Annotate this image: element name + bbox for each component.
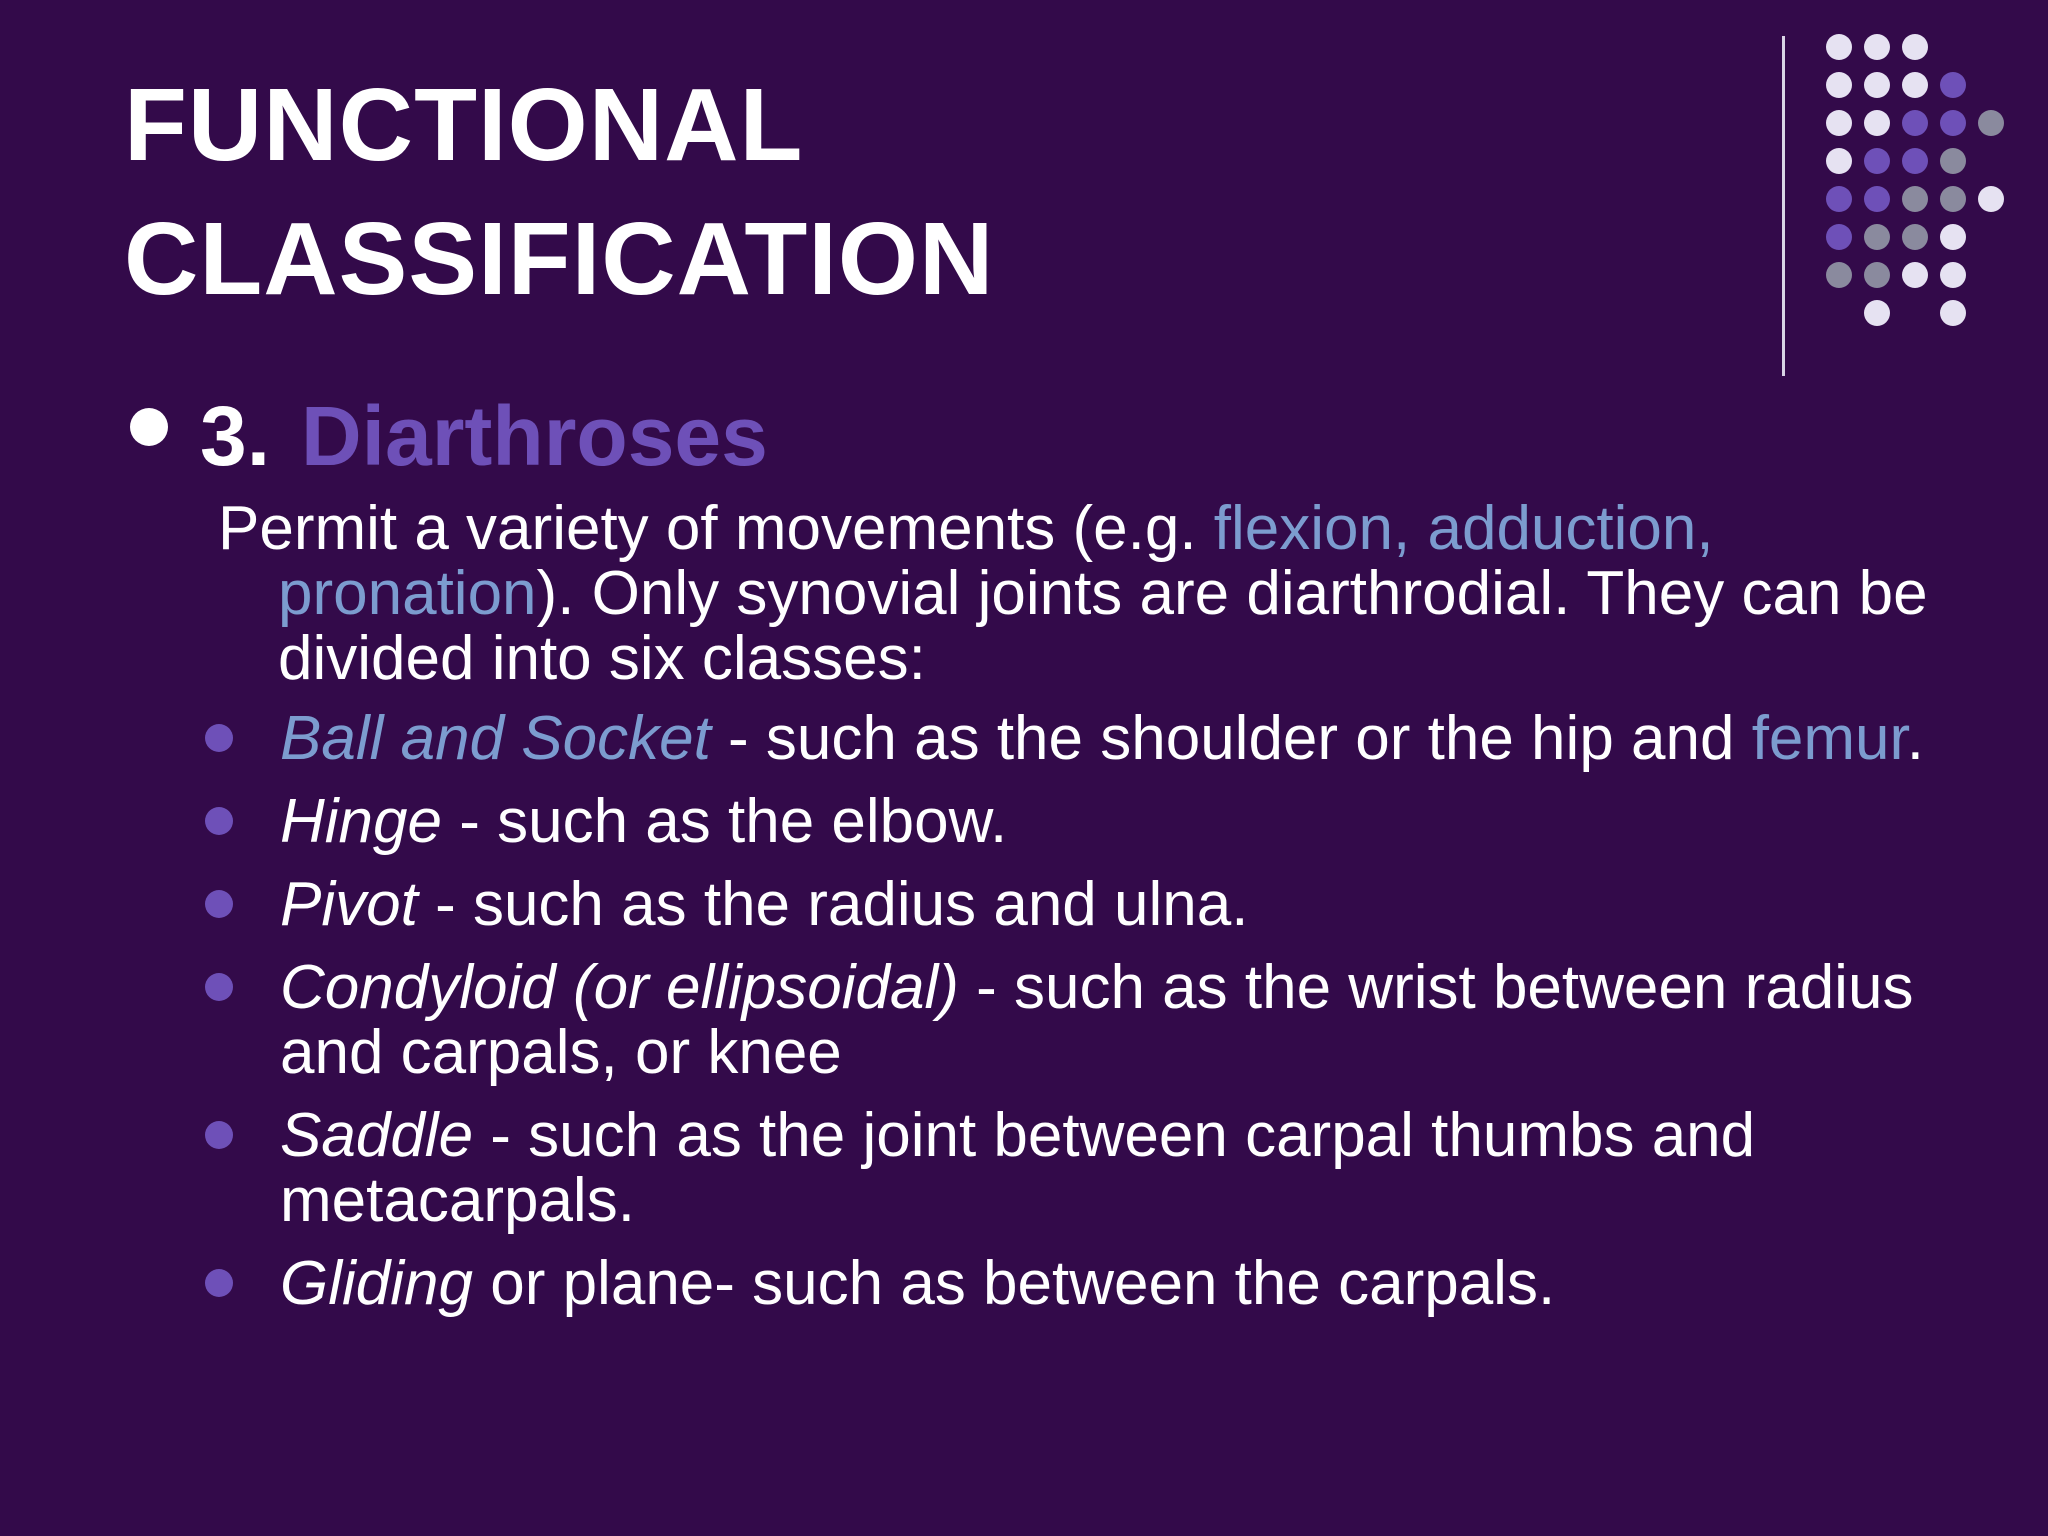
- decorative-dot: [1826, 262, 1852, 288]
- slide-title-line-1: FUNCTIONAL: [124, 67, 804, 182]
- item-tail: .: [1906, 704, 1924, 773]
- intro-text-3: ). Only synovial joints are diarthrodial. They can be divided into six classes:: [278, 559, 1928, 693]
- decorative-dot: [1902, 262, 1928, 288]
- list-item: [200, 1103, 1960, 1233]
- item-highlight: femur: [1751, 704, 1907, 773]
- list-item: [200, 789, 1960, 854]
- list-item: [200, 872, 1960, 937]
- item-text: or plane- such as between the carpals.: [473, 1249, 1556, 1318]
- decorative-dot: [1826, 148, 1852, 174]
- item-text: - such as the shoulder or the hip and: [710, 704, 1752, 773]
- decorative-dot: [1864, 110, 1890, 136]
- item-term: Saddle: [280, 1101, 474, 1170]
- item-text: - such as the wrist between radius and carpals, or knee: [280, 953, 1914, 1087]
- item-term: Condyloid (or ellipsoidal): [280, 953, 959, 1022]
- decorative-dot: [1864, 262, 1890, 288]
- decorative-dot: [1978, 186, 2004, 212]
- bullet-icon: [205, 973, 233, 1001]
- decorative-dot: [1940, 224, 1966, 250]
- decorative-dot: [1826, 34, 1852, 60]
- decorative-dot: [1864, 148, 1890, 174]
- item-term: Hinge: [280, 787, 442, 856]
- decorative-dot: [1940, 300, 1966, 326]
- intro-text-2: [1410, 494, 1427, 563]
- decorative-dot: [1940, 186, 1966, 212]
- decorative-dot: [1826, 186, 1852, 212]
- item-text: - such as the joint between carpal thumbs and metacarpals.: [280, 1101, 1756, 1235]
- decorative-dot: [1978, 110, 2004, 136]
- decorative-dot: [1864, 300, 1890, 326]
- item-text: - such as the radius and ulna.: [417, 870, 1249, 939]
- item-term: Ball and Socket: [280, 704, 711, 773]
- decorative-dot: [1940, 262, 1966, 288]
- decorative-dot: [1940, 110, 1966, 136]
- intro-paragraph: [218, 496, 1978, 691]
- decorative-dot: [1940, 148, 1966, 174]
- joint-class-list: [200, 706, 1960, 1316]
- decorative-dot: [1864, 72, 1890, 98]
- intro-text-1: Permit a variety of movements (e.g.: [218, 494, 1214, 563]
- list-item: [200, 1251, 1960, 1316]
- bullet-icon: [205, 724, 233, 752]
- decorative-dot: [1864, 34, 1890, 60]
- section-number: 3.: [200, 389, 271, 483]
- decorative-dot: [1826, 110, 1852, 136]
- divider-line: [1782, 36, 1785, 376]
- bullet-icon: [205, 1121, 233, 1149]
- decorative-dot: [1902, 34, 1928, 60]
- decorative-dot: [1826, 224, 1852, 250]
- bullet-icon: [205, 890, 233, 918]
- bullet-icon: [130, 408, 168, 446]
- decorative-dot: [1902, 224, 1928, 250]
- item-term: Pivot: [280, 870, 418, 939]
- decorative-dot: [1902, 186, 1928, 212]
- item-text: - such as the elbow.: [442, 787, 1008, 856]
- decorative-dot: [1826, 72, 1852, 98]
- slide-title: [124, 58, 994, 326]
- list-item: [200, 955, 1960, 1085]
- slide-title-line-2: CLASSIFICATION: [124, 201, 995, 316]
- decorative-dot: [1864, 186, 1890, 212]
- intro-highlight-1: flexion,: [1213, 494, 1411, 563]
- decorative-dot: [1902, 110, 1928, 136]
- item-term: Gliding: [280, 1249, 473, 1318]
- bullet-icon: [205, 807, 233, 835]
- decorative-dot: [1864, 224, 1890, 250]
- decorative-dot: [1902, 148, 1928, 174]
- intro-highlight-2: adduction, pronation: [278, 494, 1714, 628]
- list-item: [200, 706, 1960, 771]
- decorative-dot: [1940, 72, 1966, 98]
- bullet-icon: [205, 1269, 233, 1297]
- section-term: Diarthroses: [301, 389, 768, 483]
- decorative-dot: [1902, 72, 1928, 98]
